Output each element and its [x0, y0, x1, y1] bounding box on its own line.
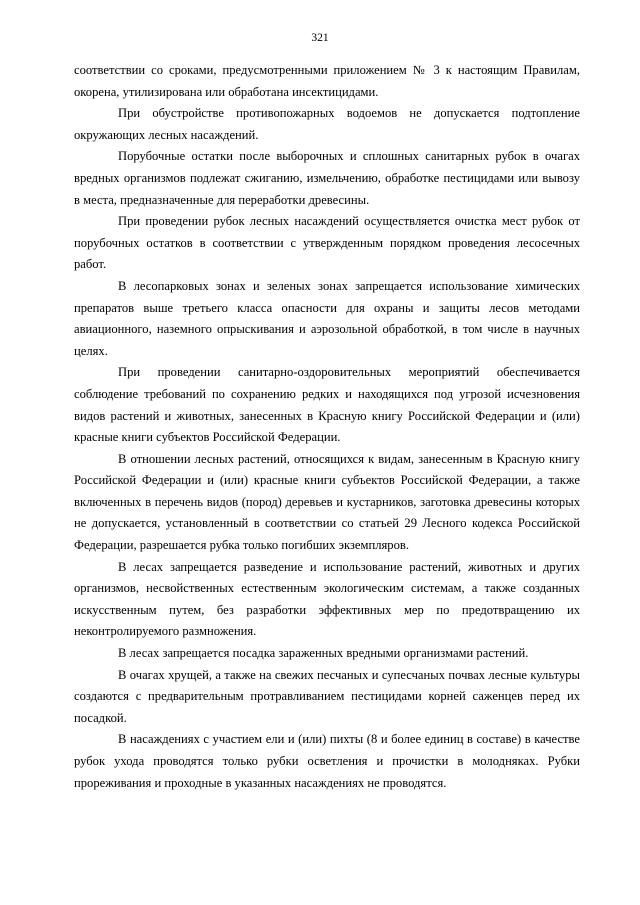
paragraph-infected-planting-ban: В лесах запрещается посадка зараженных вредными организмами растений.	[118, 646, 529, 661]
page-body	[74, 60, 580, 794]
paragraph-fire-ponds: При обустройстве противопожарных водоемов не допускается подтопление окружающих лесных насаждений.	[74, 106, 580, 142]
paragraph-chemical-restrictions: В лесопарковых зонах и зеленых зонах запрещается использование химических препаратов выше третьего класса опасности для охраны и защиты лесов методами авиационного, наземного опрыскивания и аэрозольной обработкой, в том числе в научных целях.	[74, 278, 580, 358]
page-number: 321	[311, 32, 329, 44]
paragraph-cutting-site-cleanup: При проведении рубок лесных насаждений осуществляется очистка мест рубок от порубочных остатков в соответствии с утвержденным порядком проведения лесосечных работ.	[74, 214, 580, 272]
paragraph-rare-species-protection: При проведении санитарно-оздоровительных мероприятий обеспечивается соблюдение требований по сохранению редких и находящихся под угрозой исчезновения видов растений и животных, занесенных в Красную книгу Российской Федерации и (или) красные книги субъектов Российской Федерации.	[74, 365, 580, 445]
paragraph-invasive-organisms: В лесах запрещается разведение и использование растений, животных и других организмов, несвойственных естественным экологическим системам, а также созданных искусственным путем, без разработки эффективных мер по предотвращению их неконтролируемого размножения.	[74, 559, 580, 639]
paragraph-logging-residues: Порубочные остатки после выборочных и сплошных санитарных рубок в очагах вредных организмов подлежат сжиганию, измельчению, обработке пестицидами или вывозу в места, предназначенные для переработки древесины.	[74, 149, 580, 207]
paragraph-spruce-fir-stands: В насаждениях с участием ели и (или) пихты (8 и более единиц в составе) в качестве рубок ухода проводятся только рубки осветления и прочистки в молодняках. Рубки прореживания и проходные в указанных насаждениях не проводятся.	[74, 732, 580, 790]
paragraph-continuation: соответствии со сроками, предусмотренными приложением № 3 к настоящим Правилам, окорена, утилизирована или обработана инсектицидами.	[74, 63, 580, 99]
paragraph-red-book-plants: В отношении лесных растений, относящихся к видам, занесенным в Красную книгу Российской Федерации и (или) красные книги субъектов Российской Федерации, а также включенных в перечень видов (пород) деревьев и кустарников, заготовка древесины которых не допускается, установленный в соответствии со статьей 29 Лесного кодекса Российской Федерации, разрешается рубка только погибших экземпляров.	[74, 451, 580, 553]
paragraph-chafer-foci: В очагах хрущей, а также на свежих песчаных и супесчаных почвах лесные культуры создаются с предварительным протравливанием пестицидами корней саженцев перед их посадкой.	[74, 667, 580, 725]
